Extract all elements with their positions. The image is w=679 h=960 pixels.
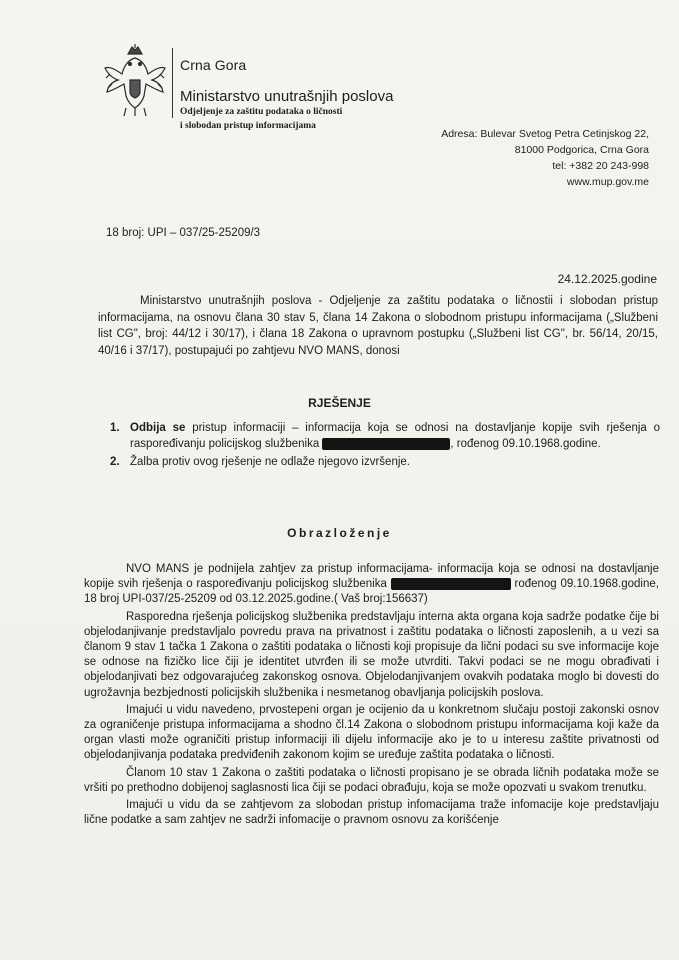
paragraph-3: Imajući u vidu navedeno, prvostepeni organ je ocijenio da u konkretnom slučaju postoji zakonski osnov za ograničenje pristupa informacijama a shodno čl.14 Zakona o slobodnom pristupu informacijama koji kaže da organ vlasti može ograničiti pristup informaciji ili dijelu informacije ako je to u interesu zaštite privatnosti od objelodanjivanja podataka predviđenih zakonom kojim se uređuje zaštita podataka o ličnosti. (84, 703, 659, 762)
decision-title: RJEŠENJE (308, 396, 371, 410)
reference-number: 18 broj: UPI – 037/25-25209/3 (106, 227, 261, 239)
decision-item (110, 454, 660, 470)
intro-text: Ministarstvo unutrašnjih poslova - Odjeljenje za zaštitu podataka o ličnostii i slobodan pristup informacijama, na osnovu člana 30 stav 5, člana 14 Zakona o slobodnom pristupu informacijama („Službeni list CG", broj: 44/12 i 30/17), i člana 18 Zakona o upravnom postupku („Službeni list CG", br. 56/14, 20/15, 40/16 i 37/17), postupajući po zahtjevu NVO MANS, donosi (98, 295, 658, 357)
country-name: Crna Gora (180, 57, 247, 73)
ministry-name: Ministarstvo unutrašnjih poslova (180, 88, 394, 105)
item-text (130, 420, 660, 452)
decision-item (110, 420, 660, 452)
intro-paragraph (98, 293, 658, 359)
paragraph-5: Imajući u vidu da se zahtjevom za slobodan pristup infomacijama traže infomacije koje predstavljaju lične podatke a sam zahtjev ne sadrži infomacije o pravnom osnovu za korišćenje (84, 799, 659, 827)
paragraph-1-after: rođenog 09.10.1968.godine, 18 broj UPI-037/25-25209 od 03.12.2025.godine.( Vaš broj:156637) (84, 578, 659, 606)
decision-list (110, 420, 660, 472)
website: www.mup.gov.me (566, 176, 649, 188)
document-date: 24.12.2025.godine (557, 272, 657, 286)
item-text: Žalba protiv ovog rješenje ne odlaže njegovo izvršenje. (130, 456, 410, 468)
item-text-before: pristup informaciji – informacija koja se odnosi na dostavljanje kopije svih rješenja o raspoređivanju policijskog službenika (130, 422, 660, 450)
phone: tel: +382 20 243-998 (552, 160, 649, 172)
header-divider (172, 48, 173, 118)
paragraph-2: Rasporedna rješenja policijskog službenika predstavljaju interna akta organa koja sadrže podatke čije bi objelodanjivanje predstavljalo povredu prava na privatnost i zaštitu podataka o ličnosti zaposlenih, a u vezi sa članom 9 stav 1 tačka 1 Zakona o zaštiti podataka o ličnosti koji propisuje da lični podaci su sve informacije koje se odnose na fizičko lice čiji je identitet utvrđen ili se može utvrditi. Takvi podaci se ne mogu obrađivati i objelodanjivati bez odgovarajućeg zakonskog osnova. Objelodanjivanjem ovakvih podataka moglo bi dovesti do ugrožavnja bezbjednosti policijskih službenika i nesmetanog obavljanja policijskih poslova. (84, 610, 659, 699)
item-text-after: , rođenog 09.10.1968.godine. (450, 438, 601, 450)
redaction-bar (322, 438, 450, 450)
reasoning-title: Obrazloženje (287, 526, 392, 540)
address-line2: 81000 Podgorica, Crna Gora (514, 144, 649, 156)
department-name-line1: Odjeljenje za zaštitu podataka o ličnosti (180, 107, 343, 117)
item-number: 2. (110, 456, 120, 468)
reasoning-body (84, 562, 659, 830)
department-name-line2: i slobodan pristup informacijama (180, 121, 316, 131)
paragraph-1-before: NVO MANS je podnijela zahtjev za pristup informacijama- informacija koja se odnosi na dostavljanje kopije svih rješenja o raspoređivanju policijskog službenika (84, 563, 659, 591)
paragraph-4: Članom 10 stav 1 Zakona o zaštiti podataka o ličnosti propisano je se obrada ličnih podataka može se vršiti po prethodno dobijenoj saglasnosti lica čiji se podaci obrađuju, koja se može opozvati u svakom trenutku. (84, 766, 659, 794)
coat-of-arms-icon (102, 44, 168, 118)
item-number: 1. (110, 422, 120, 434)
item-bold: Odbija se (130, 422, 186, 434)
redaction-bar (391, 578, 511, 590)
paragraph-1 (84, 562, 659, 608)
address-line1: Adresa: Bulevar Svetog Petra Cetinjskog 22, (441, 128, 649, 140)
